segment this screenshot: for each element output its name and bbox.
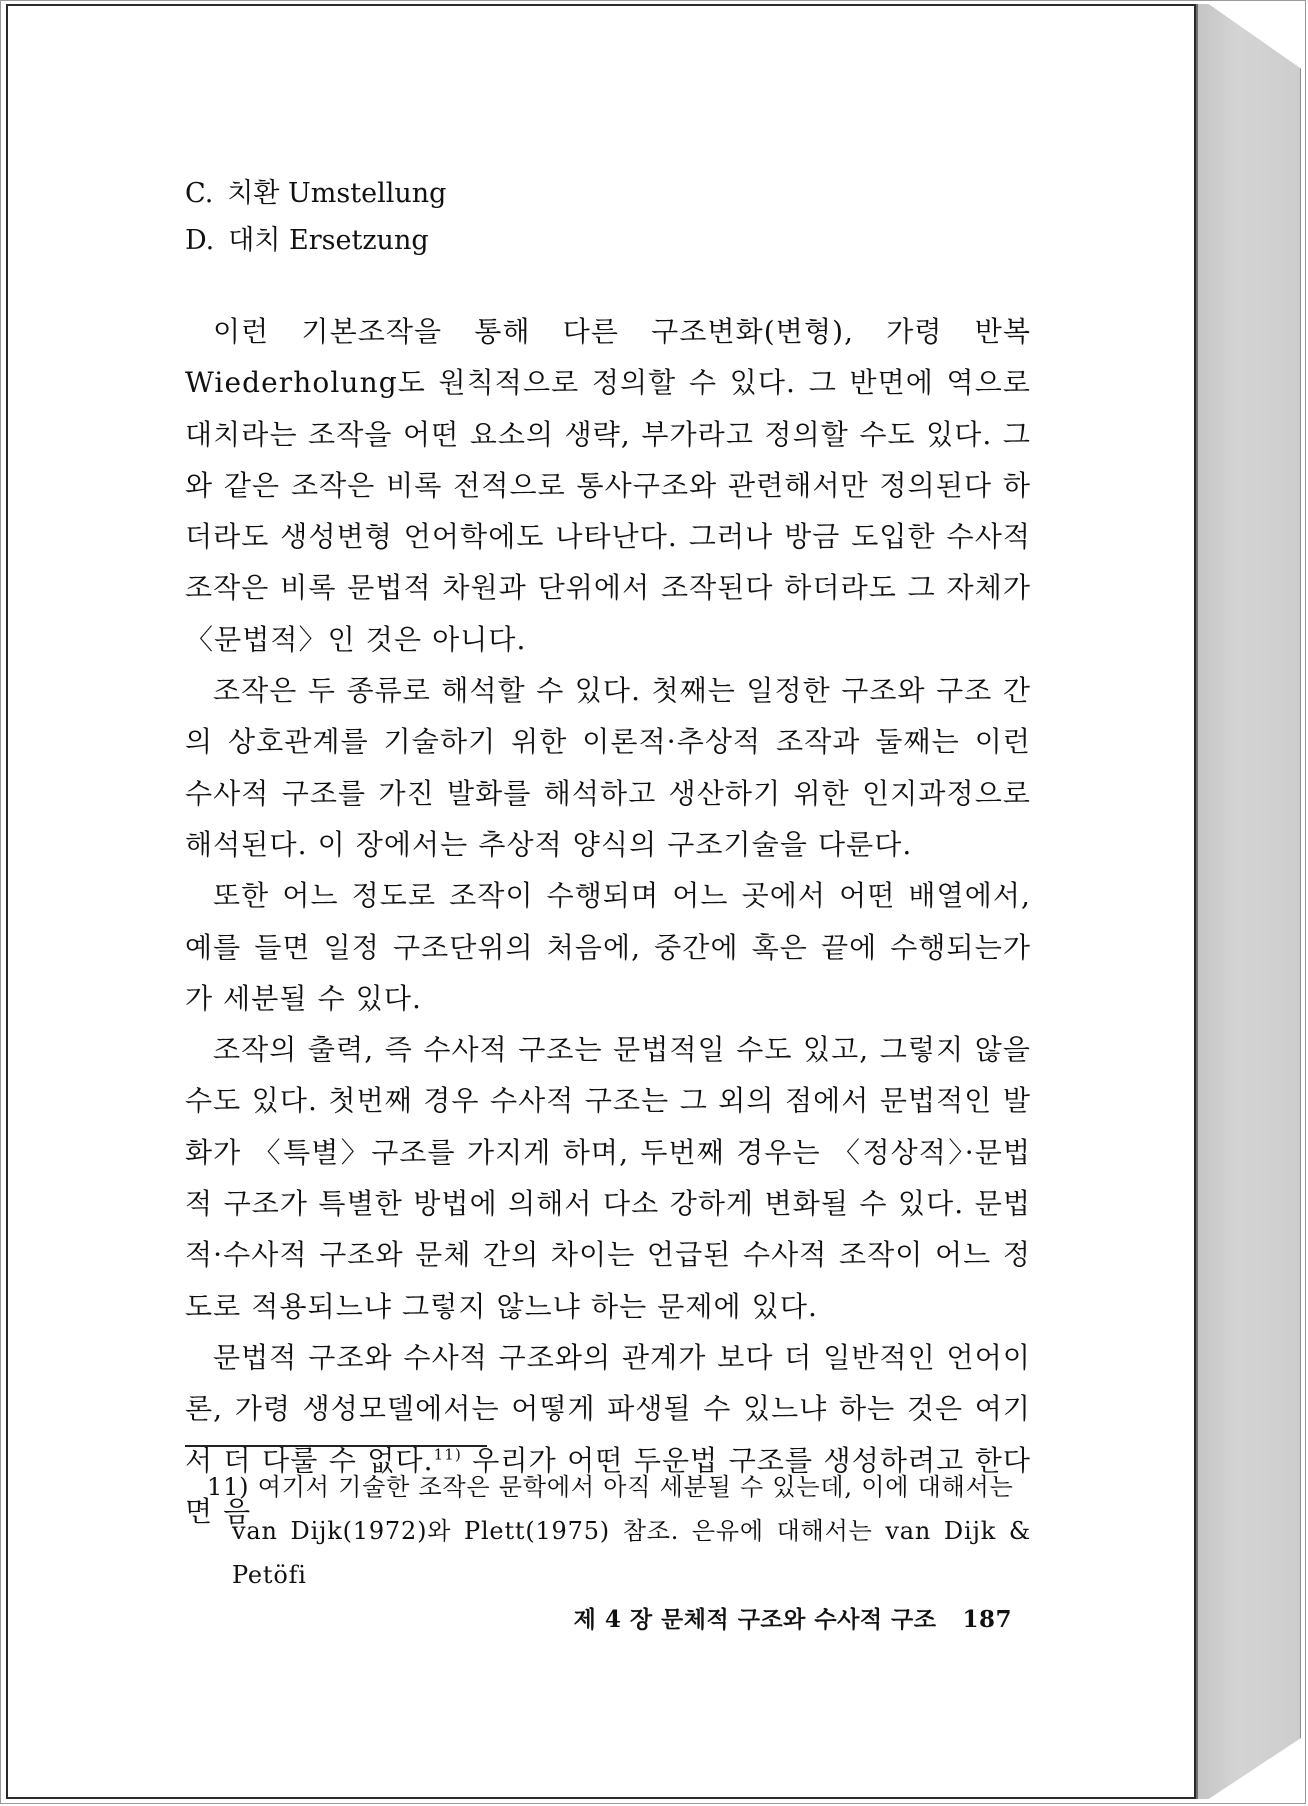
paragraph-text: 우리가 어떤 두운법 구조를 생성하려고 한다면 음 xyxy=(185,1443,1031,1528)
list-item-text: 대치 Ersetzung xyxy=(228,225,429,256)
list-item-c xyxy=(185,178,446,210)
footnote-line: van Dijk(1972)와 Plett(1975) 참조. 은유에 대해서는 van Dijk & Petöfi xyxy=(232,1517,1031,1589)
footnote-reference: 11) xyxy=(433,1445,462,1464)
book-page-edge xyxy=(1196,4,1301,1799)
footnote xyxy=(207,1465,1031,1597)
list-item-label: D. xyxy=(185,225,215,256)
running-footer xyxy=(574,1601,1012,1634)
chapter-title: 제 4 장 문체적 구조와 수사적 구조 xyxy=(573,1606,937,1633)
body-text xyxy=(185,306,1031,1537)
paragraph: 조작의 출력, 즉 수사적 구조는 문법적일 수도 있고, 그렇지 않을 수도 있다. 첫번째 경우 수사적 구조는 그 외의 점에서 문법적인 발화가 〈특별〉구조를 가지게 하며, 두번째 경우는 〈정상적〉·문법적 구조가 특별한 방법에 의해서 다소 강하게 변화될 수 있다. 문법적·수사적 구조와 문체 간의 차이는 언급된 수사적 조작이 어느 정도로 적용되느냐 그렇지 않느냐 하는 문제에 있다. xyxy=(185,1033,1031,1323)
paragraph: 조작은 두 종류로 해석할 수 있다. 첫째는 일정한 구조와 구조 간의 상호관계를 기술하기 위한 이론적·추상적 조작과 둘째는 이런 수사적 구조를 가진 발화를 해석하고 생산하기 위한 인지과정으로 해석된다. 이 장에서는 추상적 양식의 구조기술을 다룬다. xyxy=(185,674,1031,861)
paragraph-text: 문법적 구조와 수사적 구조와의 관계가 보다 더 일반적인 언어이론, 가령 생성모델에서는 어떻게 파생될 수 있느냐 하는 것은 여기서 더 다룰 수 없다. xyxy=(185,1340,1031,1477)
list-item-label: C. xyxy=(185,178,214,209)
list-item-text: 치환 Umstellung xyxy=(227,178,447,209)
paragraph: 또한 어느 정도로 조작이 수행되며 어느 곳에서 어떤 배열에서, 예를 들면 일정 구조단위의 처음에, 중간에 혹은 끝에 수행되는가가 세분될 수 있다. xyxy=(185,879,1031,1015)
page-number: 187 xyxy=(962,1606,1012,1633)
footnote-divider xyxy=(185,1445,487,1447)
list-item-d xyxy=(185,225,429,257)
footnote-line: 11) 여기서 기술한 조작은 문학에서 아직 세분될 수 있는데, 이에 대해서는 xyxy=(207,1473,1014,1501)
paragraph: 이런 기본조작을 통해 다른 구조변화(변형), 가령 반복 Wiederholung도 원칙적으로 정의할 수 있다. 그 반면에 역으로 대치라는 조작을 어떤 요소의 생략, 부가라고 정의할 수도 있다. 그와 같은 조작은 비록 전적으로 통사구조와 관련해서만 정의된다 하더라도 생성변형 언어학에도 나타난다. 그러나 방금 도입한 수사적 조작은 비록 문법적 차원과 단위에서 조작된다 하더라도 그 자체가 〈문법적〉인 것은 아니다. xyxy=(185,315,1031,656)
